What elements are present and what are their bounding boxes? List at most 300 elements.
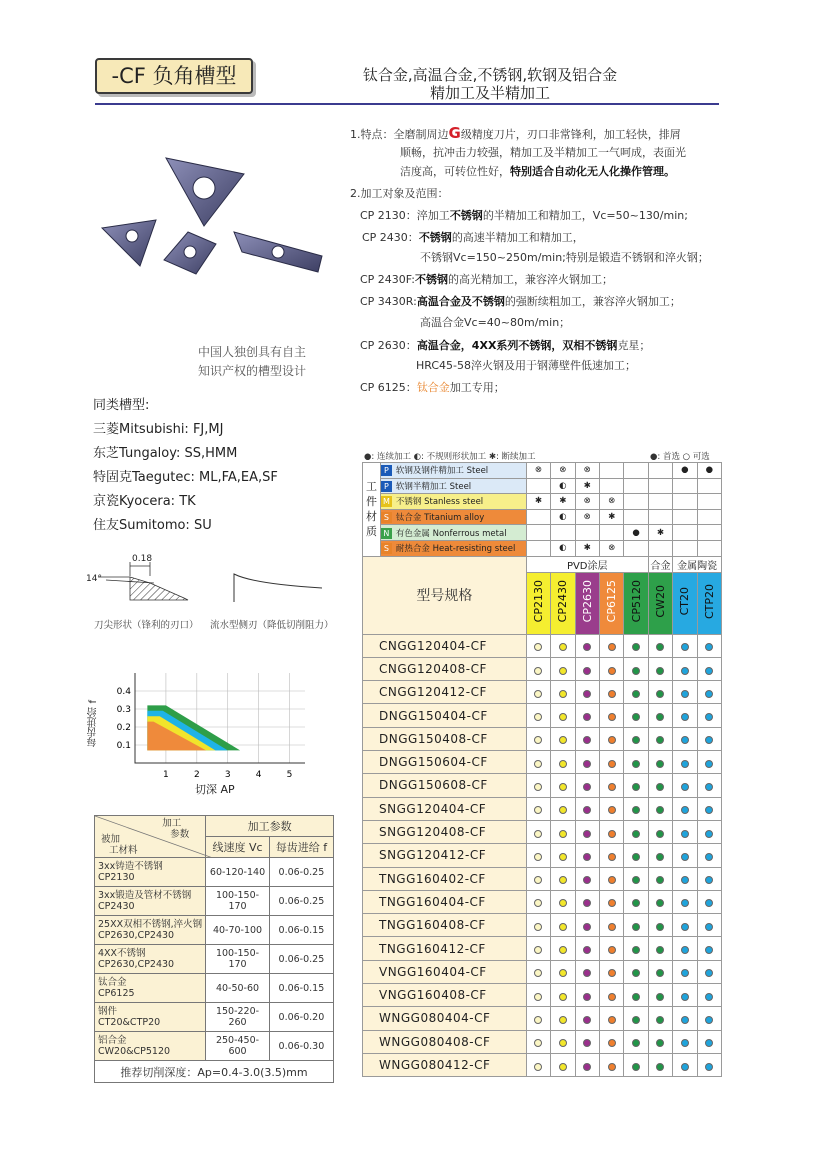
material-symbol: ✱: [599, 509, 623, 525]
grade-dot-cell: [599, 890, 623, 913]
grade-dot-cell: [526, 820, 550, 843]
grade-dot-cell: [648, 867, 672, 890]
f-value: 0.06-0.25: [269, 887, 333, 916]
grade-dot-cell: [599, 657, 623, 680]
grade-dot: [632, 1063, 640, 1071]
product-model: WNGG080412-CF: [363, 1053, 527, 1076]
grade-dot: [559, 830, 567, 838]
grade-dot: [608, 1063, 616, 1071]
grade-dot-cell: [673, 937, 697, 960]
product-row: [363, 1030, 722, 1053]
material-symbol: [526, 540, 550, 556]
grade-dot: [705, 853, 713, 861]
grade-dot: [705, 667, 713, 675]
product-row: [363, 774, 722, 797]
grade-dot: [559, 876, 567, 884]
grade-dot: [559, 1016, 567, 1024]
grade-dot: [608, 923, 616, 931]
grade-dot: [656, 667, 664, 675]
vc-value: 40-50-60: [206, 974, 270, 1003]
grade-dot-cell: [624, 960, 648, 983]
material-name-cell: [380, 540, 526, 556]
grade-dot-cell: [551, 960, 575, 983]
grade-dot: [583, 923, 591, 931]
grade-dot-cell: [575, 727, 599, 750]
material-symbol: [648, 494, 672, 510]
grade-dot: [534, 713, 542, 721]
grade-dot: [681, 736, 689, 744]
material-symbol: [697, 525, 721, 541]
material-symbol: [697, 509, 721, 525]
grade-dot: [705, 923, 713, 931]
cut-table-row: [95, 974, 334, 1003]
grade-dot-cell: [526, 774, 550, 797]
same-grades-list: [93, 418, 278, 538]
material-row: [363, 540, 722, 556]
material-symbol: [648, 509, 672, 525]
material-name: 钛合金: [98, 977, 127, 988]
grade-dot-cell: [526, 797, 550, 820]
grade-dot-cell: [697, 797, 721, 820]
grade-dot: [608, 853, 616, 861]
grade-dot: [656, 899, 664, 907]
grade-dot-cell: [551, 820, 575, 843]
grade-dot: [559, 899, 567, 907]
grade-dot-cell: [697, 960, 721, 983]
material-name: 有色金属 Nonferrous metal: [395, 528, 507, 539]
material-grade: CP2630,CP2430: [98, 959, 175, 970]
pvd-label: PVD涂层: [526, 556, 648, 572]
grade-dot: [583, 783, 591, 791]
grade-dot: [705, 969, 713, 977]
grade-header: CT20: [673, 572, 697, 634]
grade-dot: [534, 690, 542, 698]
grade-dot-cell: [697, 914, 721, 937]
grade-dot: [705, 643, 713, 651]
grade-dot: [705, 830, 713, 838]
grade-dot: [534, 667, 542, 675]
f-value: 0.06-0.20: [269, 1003, 333, 1032]
material-symbol: ✱: [551, 494, 575, 510]
grade-dot: [608, 713, 616, 721]
grade-dot: [632, 713, 640, 721]
grade-dot-cell: [575, 657, 599, 680]
grade-dot: [632, 946, 640, 954]
grade-dot: [534, 643, 542, 651]
material-name: 3xx铸造不锈钢: [98, 861, 163, 872]
material-symbol: ✱: [648, 525, 672, 541]
grade-dot-cell: [673, 867, 697, 890]
product-model: WNGG080404-CF: [363, 1007, 527, 1030]
product-model: CNGG120412-CF: [363, 681, 527, 704]
material-symbol: [673, 478, 697, 494]
grade-dot-cell: [575, 890, 599, 913]
grade-dot: [705, 899, 713, 907]
material-name-cell: [380, 463, 526, 479]
grade-dot-cell: [551, 937, 575, 960]
grade-dot-cell: [599, 820, 623, 843]
grade-dot-cell: [526, 1053, 550, 1076]
edge-angle-label: 14°: [86, 574, 102, 584]
material-symbol: ⊗: [599, 494, 623, 510]
grade-dot: [608, 946, 616, 954]
material-symbol: [599, 463, 623, 479]
f-value: 0.06-0.15: [269, 974, 333, 1003]
grade-dot-cell: [673, 914, 697, 937]
vc-value: 60-120-140: [206, 858, 270, 887]
grade-dot-cell: [648, 657, 672, 680]
grade-dot-cell: [599, 960, 623, 983]
grade-dot: [559, 736, 567, 744]
iso-tag: M: [381, 496, 392, 507]
grade-dot: [681, 713, 689, 721]
grade-dot: [681, 643, 689, 651]
grade-dot-cell: [599, 984, 623, 1007]
x-tick-label: 5: [286, 770, 293, 780]
material-cell: [95, 858, 206, 887]
grade-dot-cell: [673, 751, 697, 774]
y-tick-label: 0.3: [116, 705, 131, 715]
grade-dot: [608, 1039, 616, 1047]
grade-dot: [559, 923, 567, 931]
alloy-label: 合金: [648, 556, 672, 572]
material-cell: [95, 945, 206, 974]
grade-dot: [583, 993, 591, 1001]
feature-cp2430-vc: 不锈钢Vc=150~250m/min;特别是锻造不锈钢和淬火钢；: [420, 251, 709, 264]
grade-dot-cell: [624, 1030, 648, 1053]
corner-cell: 加工 参数 被加 工材料: [95, 816, 206, 858]
innovation-line-1: 中国人独创具有自主: [198, 345, 307, 359]
grade-dot: [632, 899, 640, 907]
grade-dot-cell: [624, 727, 648, 750]
grade-dot: [681, 830, 689, 838]
material-symbol: [526, 525, 550, 541]
material-symbol: ⊗: [599, 540, 623, 556]
material-symbol: ✱: [526, 494, 550, 510]
product-model: SNGG120404-CF: [363, 797, 527, 820]
material-name: 钛合金 Titanium alloy: [395, 513, 485, 524]
product-row: [363, 1053, 722, 1076]
grade-dot: [559, 760, 567, 768]
grade-dot: [559, 643, 567, 651]
material-grade: CP6125: [98, 988, 135, 999]
grade-dot-cell: [697, 774, 721, 797]
grade-dot-cell: [624, 984, 648, 1007]
model-label: 型号规格: [363, 556, 527, 634]
grade-dot: [632, 760, 640, 768]
grade-dot-cell: [599, 774, 623, 797]
grade-dot-cell: [575, 774, 599, 797]
grade-dot-cell: [526, 1007, 550, 1030]
product-row: [363, 937, 722, 960]
feature-line-4: 2.加工对象及范围：: [350, 187, 449, 200]
material-row: [363, 463, 722, 479]
grade-dot: [608, 1016, 616, 1024]
grade-dot-cell: [575, 1030, 599, 1053]
grade-dot: [656, 690, 664, 698]
grade-dot-cell: [624, 704, 648, 727]
grade-dot: [705, 1063, 713, 1071]
material-cell: [95, 1032, 206, 1061]
grade-dot: [559, 1063, 567, 1071]
grade-dot: [632, 830, 640, 838]
grade-application-table: [362, 462, 722, 1077]
f-value: 0.06-0.30: [269, 1032, 333, 1061]
same-grade-item: 东芝Tungaloy: SS,HMM: [93, 446, 238, 461]
grade-dot-cell: [673, 960, 697, 983]
feature-cp6125: CP 6125：钛合金加工专用；: [360, 381, 505, 394]
grade-dot: [534, 946, 542, 954]
material-grade: CP2430: [98, 901, 135, 912]
grade-dot: [681, 667, 689, 675]
grade-dot: [632, 667, 640, 675]
material-symbol: [697, 494, 721, 510]
x-tick-label: 1: [163, 770, 169, 780]
grade-dot-cell: [648, 774, 672, 797]
grade-dot: [705, 806, 713, 814]
material-row: [363, 494, 722, 510]
grade-header: CP2130: [526, 572, 550, 634]
grade-dot-cell: [599, 797, 623, 820]
grade-dot-cell: [697, 634, 721, 657]
grade-dot-cell: [575, 820, 599, 843]
grade-dot-cell: [575, 751, 599, 774]
material-cell: [95, 974, 206, 1003]
grade-dot: [632, 806, 640, 814]
grade-dot-cell: [648, 797, 672, 820]
material-symbol: [551, 525, 575, 541]
cut-table-row: [95, 1003, 334, 1032]
material-cell: [95, 916, 206, 945]
product-row: [363, 984, 722, 1007]
same-grade-item: 三菱Mitsubishi: FJ,MJ: [93, 422, 224, 437]
vc-value: 100-150-170: [206, 887, 270, 916]
grade-header: CP2630: [575, 572, 599, 634]
grade-dot-cell: [648, 960, 672, 983]
product-row: [363, 914, 722, 937]
grade-dot: [681, 923, 689, 931]
grade-dot: [608, 876, 616, 884]
material-symbol: [697, 478, 721, 494]
grade-dot-cell: [599, 681, 623, 704]
grade-dot: [559, 783, 567, 791]
grade-dot-cell: [551, 1053, 575, 1076]
iso-tag: P: [381, 481, 392, 492]
chart-xlabel: 切深 AP: [195, 783, 235, 796]
feature-cp2130: CP 2130：淬加工不锈钢的半精加工和精加工，Vc=50~130/min;: [360, 209, 688, 222]
vc-header: 线速度 Vc: [206, 837, 270, 858]
grade-dot: [656, 1039, 664, 1047]
grade-dot-cell: [648, 890, 672, 913]
grade-dot-cell: [673, 797, 697, 820]
cut-table-row: [95, 945, 334, 974]
product-model: CNGG120408-CF: [363, 657, 527, 680]
grade-dot-cell: [648, 914, 672, 937]
grade-dot: [559, 969, 567, 977]
grade-dot-cell: [697, 657, 721, 680]
grade-dot: [534, 993, 542, 1001]
f-header: 每齿进给 f: [269, 837, 333, 858]
grade-dot: [705, 1039, 713, 1047]
material-symbol: ⊗: [526, 463, 550, 479]
grade-dot-cell: [624, 797, 648, 820]
grade-dot-cell: [624, 657, 648, 680]
grade-header: CW20: [648, 572, 672, 634]
subtitle-process: 精加工及半精加工: [429, 84, 550, 102]
grade-dot: [632, 876, 640, 884]
grade-dot-cell: [673, 1007, 697, 1030]
product-model: VNGG160408-CF: [363, 984, 527, 1007]
grade-dot-cell: [648, 751, 672, 774]
grade-dot-cell: [575, 1053, 599, 1076]
grade-dot: [608, 736, 616, 744]
grade-dot-cell: [599, 937, 623, 960]
same-grades-title: 同类槽型:: [93, 398, 150, 413]
grade-dot-cell: [551, 797, 575, 820]
product-row: [363, 657, 722, 680]
grade-dot-cell: [526, 844, 550, 867]
product-model: SNGG120408-CF: [363, 820, 527, 843]
feature-line-3: 洁度高，可转位性好，特别适合自动化无人化操作管理。: [400, 165, 675, 178]
vc-value: 100-150-170: [206, 945, 270, 974]
iso-tag: S: [381, 543, 392, 554]
grade-dot: [583, 1039, 591, 1047]
x-tick-label: 2: [193, 770, 200, 780]
grade-dot-cell: [526, 751, 550, 774]
grade-dot: [656, 1063, 664, 1071]
material-symbol: [648, 463, 672, 479]
product-row: [363, 890, 722, 913]
grade-dot: [534, 760, 542, 768]
grade-dot-cell: [575, 681, 599, 704]
grade-dot-cell: [697, 890, 721, 913]
product-row: [363, 797, 722, 820]
grade-dot: [534, 1016, 542, 1024]
material-symbol: [648, 540, 672, 556]
vc-value: 150-220-260: [206, 1003, 270, 1032]
grade-dot-cell: [697, 984, 721, 1007]
grade-dot-cell: [673, 681, 697, 704]
grade-dot: [705, 1016, 713, 1024]
grade-header: CP2430: [551, 572, 575, 634]
grade-dot-cell: [673, 704, 697, 727]
grade-dot: [534, 783, 542, 791]
grade-dot-cell: [697, 727, 721, 750]
material-grade: CT20&CTP20: [98, 1017, 161, 1028]
grade-dot-cell: [599, 634, 623, 657]
grade-dot-cell: [648, 681, 672, 704]
grade-dot: [608, 993, 616, 1001]
grade-dot-cell: [575, 844, 599, 867]
grade-dot-cell: [575, 984, 599, 1007]
product-row: [363, 634, 722, 657]
grade-dot-cell: [575, 704, 599, 727]
grade-dot-cell: [551, 727, 575, 750]
grade-dot-cell: [575, 937, 599, 960]
grade-dot-cell: [526, 890, 550, 913]
grade-dot-cell: [551, 681, 575, 704]
grade-dot-cell: [575, 960, 599, 983]
grade-dot-cell: [697, 704, 721, 727]
grade-dot-cell: [624, 634, 648, 657]
work-material-label: 工件材质: [363, 463, 381, 557]
insert-products-image: [92, 148, 332, 280]
material-cell: [95, 887, 206, 916]
grade-dot: [656, 760, 664, 768]
material-symbol: ◐: [551, 509, 575, 525]
grade-dot-cell: [697, 820, 721, 843]
grade-dot: [705, 736, 713, 744]
material-symbol: [599, 478, 623, 494]
grade-dot: [705, 690, 713, 698]
material-symbol: ◐: [551, 540, 575, 556]
grade-dot: [681, 993, 689, 1001]
edge-profile: [130, 577, 188, 600]
vc-value: 250-450-600: [206, 1032, 270, 1061]
grade-dot: [534, 1063, 542, 1071]
material-symbol: [624, 478, 648, 494]
x-tick-label: 3: [224, 770, 231, 780]
grade-dot-cell: [551, 774, 575, 797]
grade-dot: [681, 899, 689, 907]
grade-dot-cell: [648, 1030, 672, 1053]
grade-dot-cell: [624, 820, 648, 843]
grade-dot: [608, 690, 616, 698]
grade-dot-cell: [697, 844, 721, 867]
grade-dot-cell: [673, 634, 697, 657]
material-symbol: ◐: [551, 478, 575, 494]
material-name: 3xx锻造及管材不锈钢: [98, 890, 192, 901]
product-row: [363, 1007, 722, 1030]
product-model: WNGG080408-CF: [363, 1030, 527, 1053]
feature-line-1: 1.特点：全磨制周边G级精度刀片，刃口非常锋利，加工轻快，排屑: [350, 124, 681, 142]
grade-dot-cell: [551, 657, 575, 680]
grade-dot: [583, 830, 591, 838]
material-name-cell: [380, 525, 526, 541]
grade-dot-cell: [526, 727, 550, 750]
material-symbol: [673, 509, 697, 525]
grade-dot: [608, 969, 616, 977]
grade-dot-cell: [697, 1053, 721, 1076]
grade-dot: [583, 667, 591, 675]
grade-dot: [583, 946, 591, 954]
material-symbol: [575, 525, 599, 541]
vc-value: 40-70-100: [206, 916, 270, 945]
grade-dot: [705, 713, 713, 721]
material-name: 钢件: [98, 1006, 118, 1017]
grade-dot-cell: [551, 984, 575, 1007]
grade-dot: [583, 899, 591, 907]
flow-edge-profile: [234, 574, 322, 602]
grade-dot: [583, 1016, 591, 1024]
grade-dot-cell: [575, 867, 599, 890]
grade-dot-cell: [624, 1053, 648, 1076]
grade-dot: [534, 969, 542, 977]
grade-dot: [559, 806, 567, 814]
material-symbol: ●: [697, 463, 721, 479]
feature-cp2430: CP 2430：不锈钢的高速半精加工和精加工，: [362, 231, 584, 244]
grade-dot-cell: [648, 727, 672, 750]
grade-dot-cell: [648, 1007, 672, 1030]
grade-dot: [583, 806, 591, 814]
grade-dot-cell: [551, 914, 575, 937]
grade-dot: [534, 736, 542, 744]
grade-dot: [559, 993, 567, 1001]
grade-dot-cell: [648, 634, 672, 657]
grade-dot: [632, 783, 640, 791]
grade-dot-cell: [575, 634, 599, 657]
innovation-line-2: 知识产权的槽型设计: [198, 364, 307, 378]
